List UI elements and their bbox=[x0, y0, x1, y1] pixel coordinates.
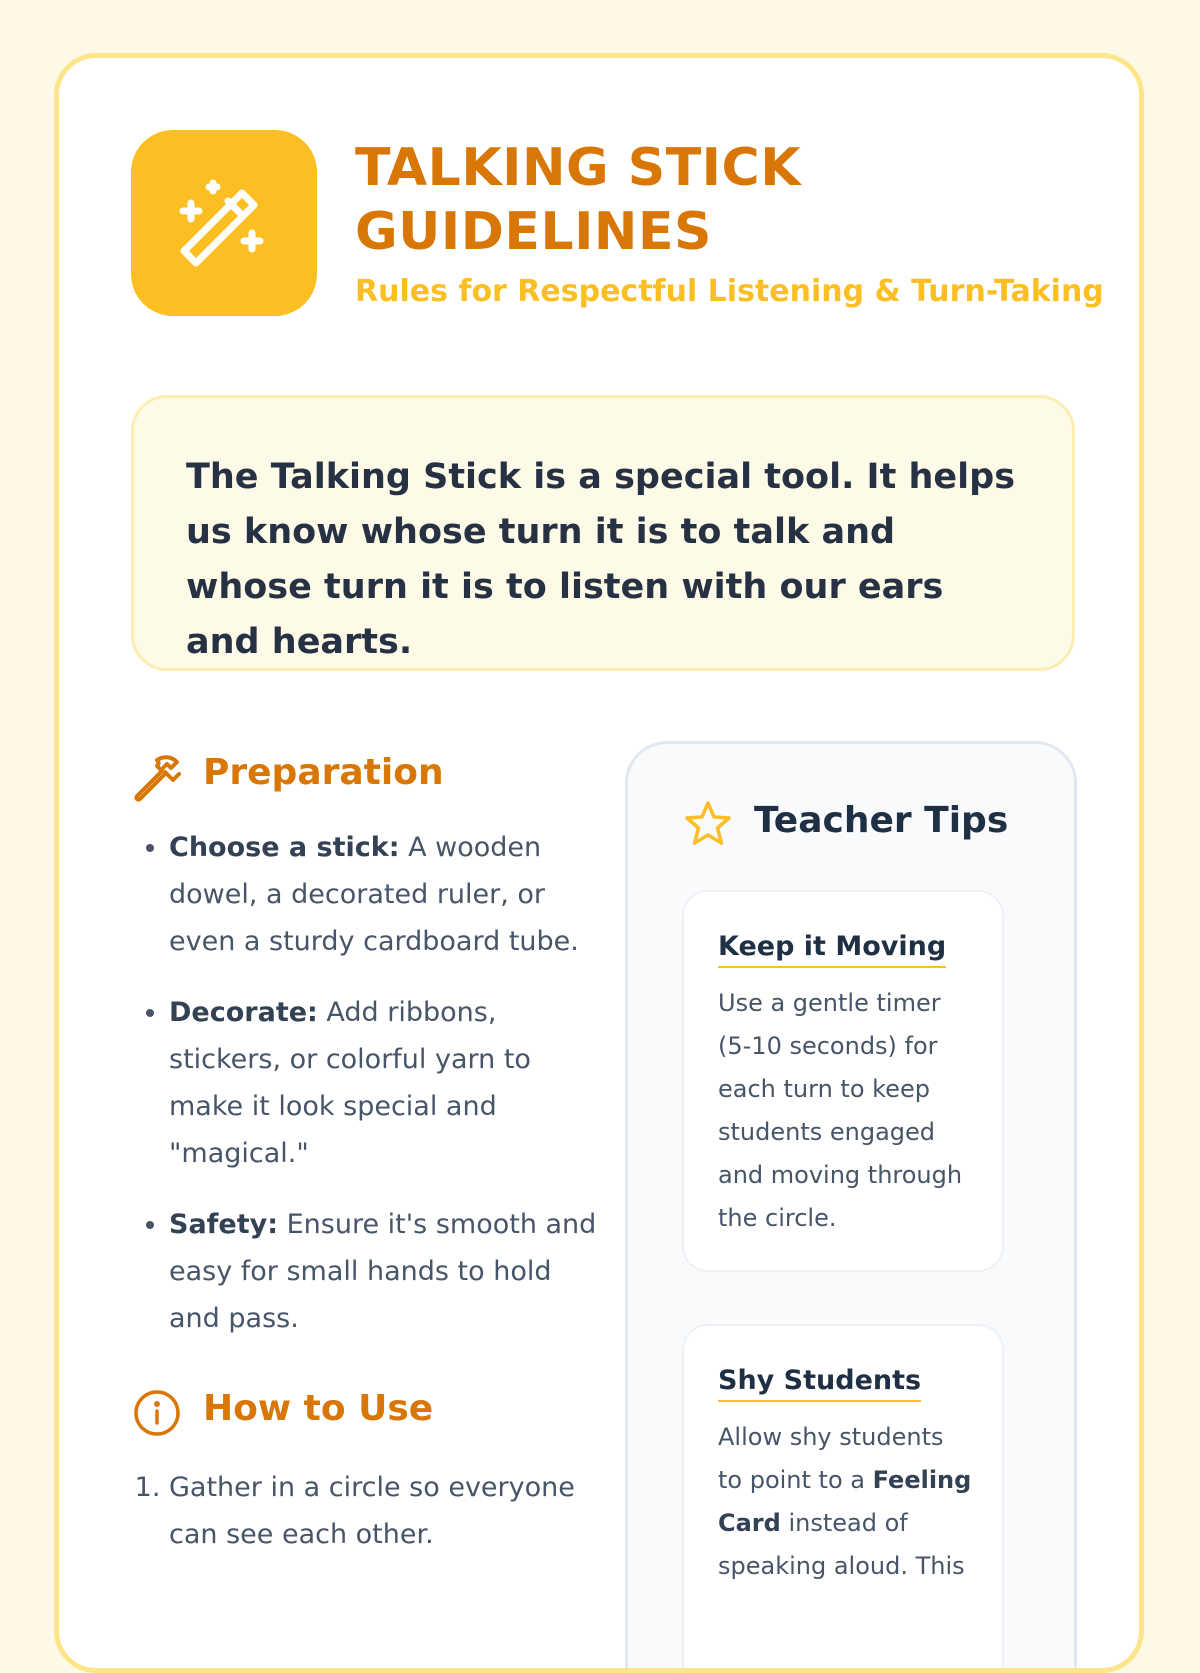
item-label: Safety: bbox=[169, 1209, 279, 1240]
guidelines-card bbox=[54, 53, 1144, 1673]
list-item bbox=[169, 1201, 601, 1342]
tip-card bbox=[682, 890, 1004, 1272]
preparation-heading-row bbox=[131, 748, 601, 802]
item-text: A wooden dowel, a decorated ruler, or even a sturdy cardboard tube. bbox=[169, 832, 579, 957]
tip-title: Shy Students bbox=[718, 1362, 921, 1402]
teacher-tips-heading-row bbox=[682, 796, 1022, 850]
list-item bbox=[169, 989, 601, 1177]
intro-box bbox=[131, 395, 1075, 671]
item-label: Choose a stick: bbox=[169, 832, 400, 863]
intro-text: The Talking Stick is a special tool. It helps us know whose turn it is to talk and whose turn it is to listen with our ears and hearts. bbox=[186, 457, 1016, 662]
info-icon bbox=[131, 1386, 183, 1438]
tip-card bbox=[682, 1324, 1004, 1673]
logo bbox=[131, 130, 317, 316]
page-subtitle: Rules for Respectful Listening & Turn-Taking bbox=[355, 274, 1104, 309]
left-column bbox=[131, 748, 601, 1582]
hammer-icon bbox=[131, 750, 183, 802]
how-to-use-heading: How to Use bbox=[203, 1388, 434, 1429]
star-icon bbox=[682, 798, 734, 850]
header bbox=[131, 130, 1104, 320]
tip-text-part: instead of speaking aloud. This bbox=[718, 1509, 965, 1580]
tip-title: Keep it Moving bbox=[718, 928, 946, 968]
item-text: Ensure it's smooth and easy for small hands to hold and pass. bbox=[169, 1209, 597, 1334]
tip-text-bold: Feeling Card bbox=[718, 1466, 972, 1537]
teacher-tips-heading: Teacher Tips bbox=[754, 800, 1009, 841]
item-label: Decorate: bbox=[169, 997, 318, 1028]
item-text: Add ribbons, stickers, or colorful yarn to make it look special and "magical." bbox=[169, 997, 531, 1169]
page-title: TALKING STICK GUIDELINES bbox=[355, 138, 801, 262]
tip-text: Use a gentle timer (5-10 seconds) for each turn to keep students engaged and moving through the circle. bbox=[718, 989, 963, 1232]
how-to-use-heading-row bbox=[131, 1384, 601, 1438]
preparation-list bbox=[131, 824, 601, 1342]
tip-text-part: Allow shy students to point to a bbox=[718, 1423, 944, 1494]
list-item: 1. Gather in a circle so everyone can see each other. bbox=[169, 1464, 601, 1558]
teacher-tips-panel bbox=[625, 741, 1077, 1673]
preparation-heading: Preparation bbox=[203, 752, 444, 793]
how-to-use-list bbox=[131, 1464, 601, 1558]
tip-text bbox=[718, 1416, 972, 1588]
list-item bbox=[169, 824, 601, 965]
magic-wand-icon bbox=[174, 173, 274, 273]
